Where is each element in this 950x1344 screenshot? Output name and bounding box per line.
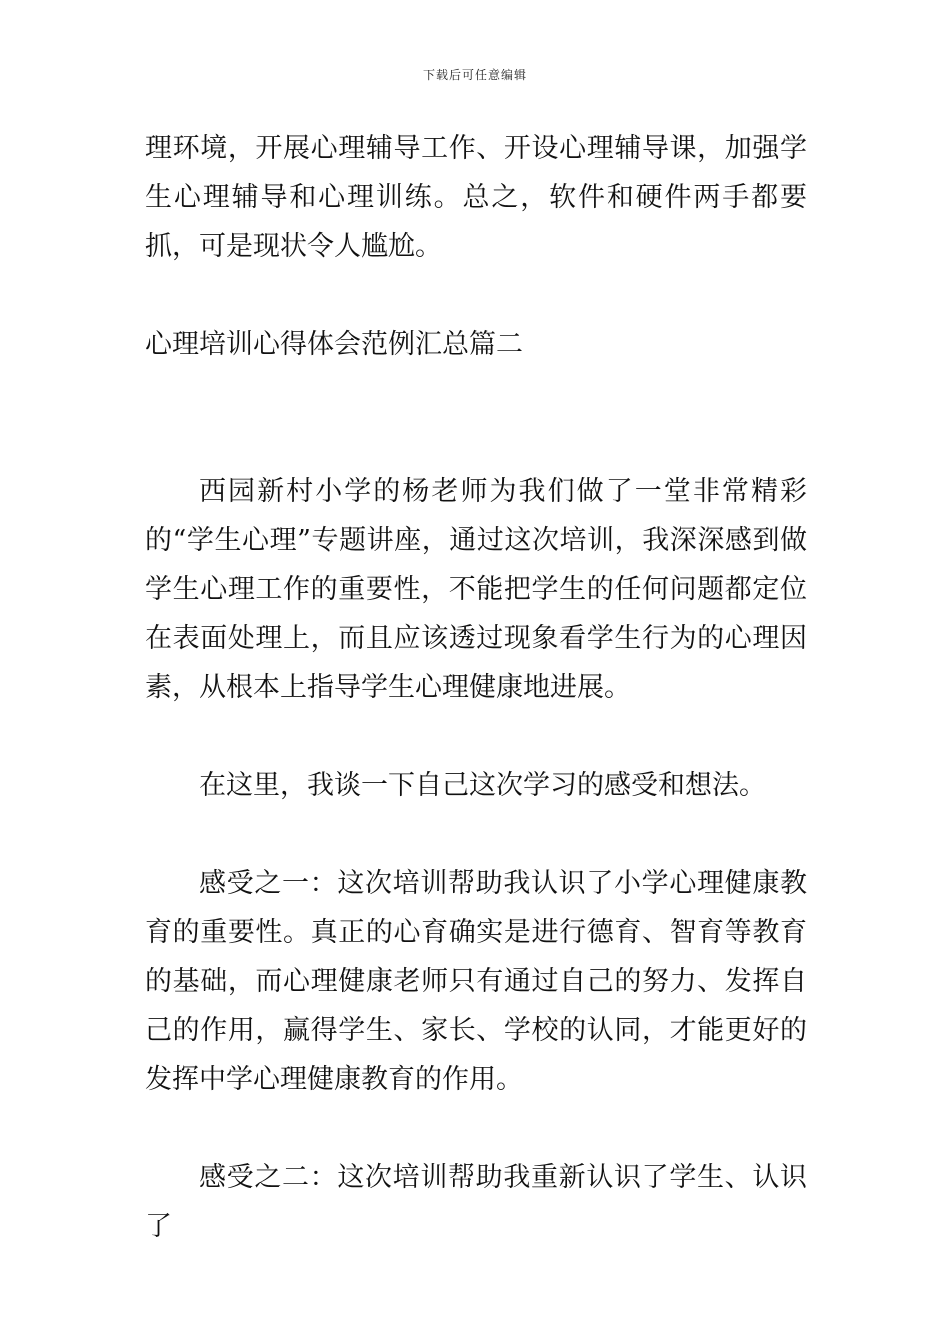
section-heading: 心理培训心得体会范例汇总篇二 — [145, 329, 523, 360]
document-body — [145, 124, 807, 1251]
header-note: 下载后可任意编辑 — [422, 68, 527, 82]
paragraph-transition: 在这里，我谈一下自己这次学习的感受和想法。 — [199, 770, 766, 801]
paragraph-intro: 西园新村小学的杨老师为我们做了一堂非常精彩的“学生心理”专题讲座，通过这次培训，我深深感到做学生心理工作的重要性，不能把学生的任何问题都定位在表面处理上，而且应该透过现象看学生行为的心理因素，从根本上指导学生心理健康地进展。 — [145, 476, 807, 703]
paragraph-feeling-two: 感受之二：这次培训帮助我重新认识了学生、认识了 — [145, 1162, 807, 1242]
paragraph-continuation: 理环境，开展心理辅导工作、开设心理辅导课，加强学生心理辅导和心理训练。总之，软件和硬件两手都要抓，可是现状令人尴尬。 — [145, 133, 807, 262]
paragraph-feeling-one: 感受之一：这次培训帮助我认识了小学心理健康教育的重要性。真正的心育确实是进行德育、智育等教育的基础，而心理健康老师只有通过自己的努力、发挥自己的作用，赢得学生、家长、学校的认同，才能更好的发挥中学心理健康教育的作用。 — [145, 868, 807, 1095]
